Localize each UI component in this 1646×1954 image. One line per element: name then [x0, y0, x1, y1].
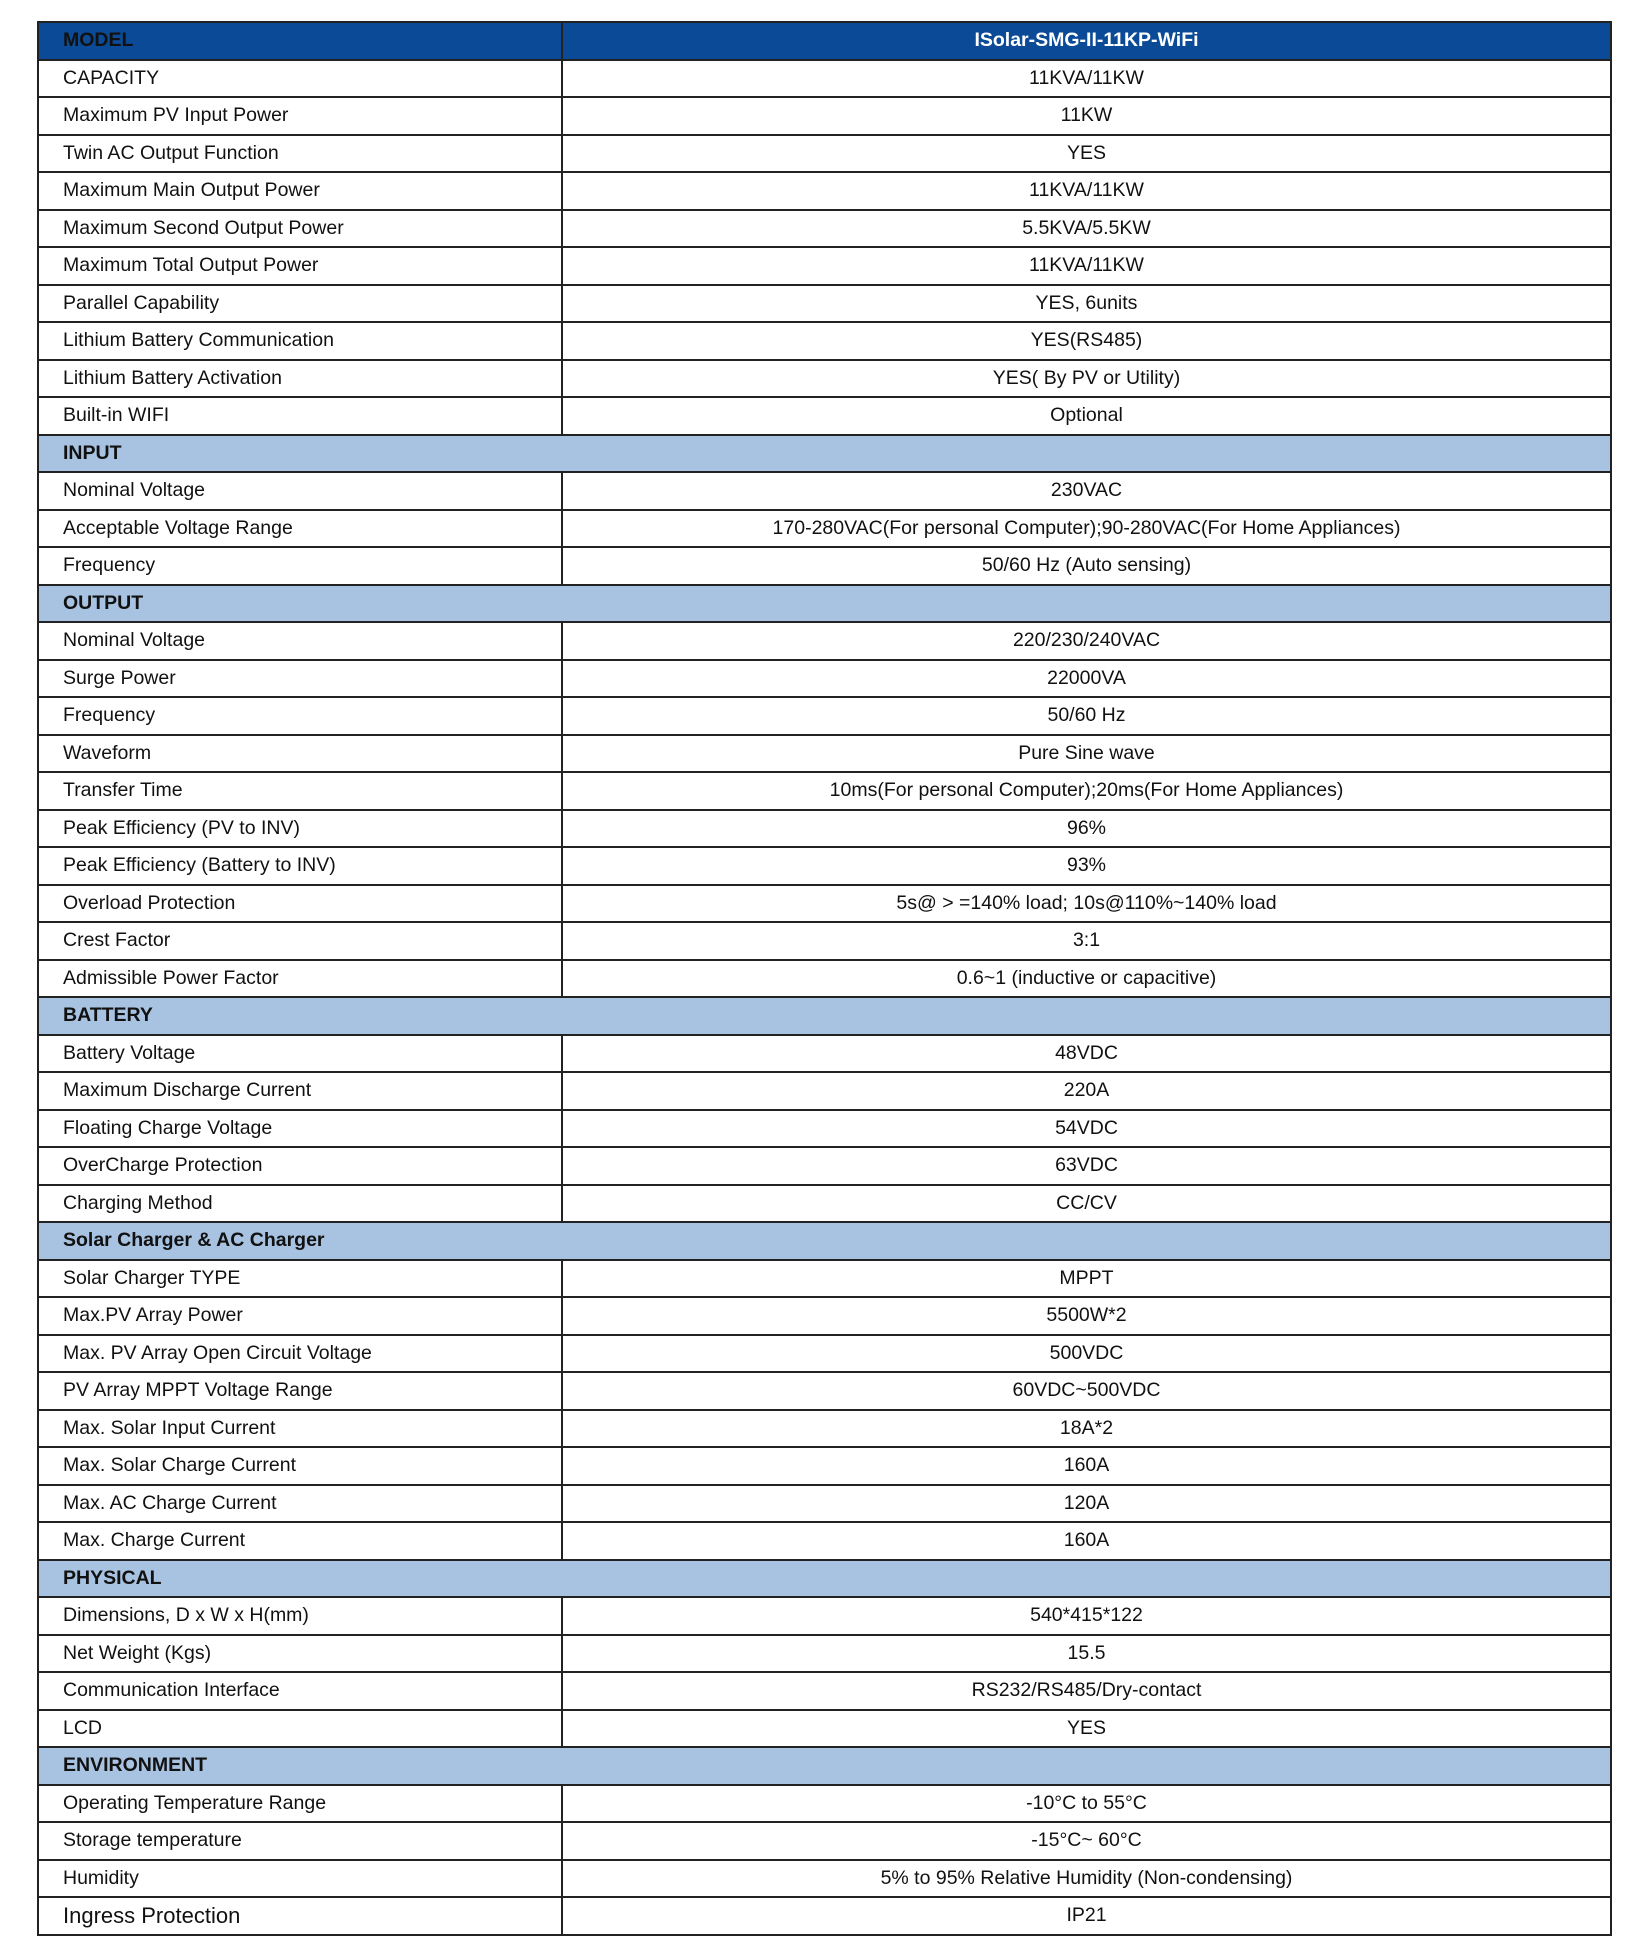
spec-label: Nominal Voltage	[38, 472, 562, 510]
section-title: ENVIRONMENT	[38, 1747, 1611, 1785]
spec-label: Floating Charge Voltage	[38, 1110, 562, 1148]
spec-value: IP21	[562, 1897, 1611, 1935]
spec-value: 540*415*122	[562, 1597, 1611, 1635]
spec-row	[38, 1335, 1611, 1373]
spec-label: Built-in WIFI	[38, 397, 562, 435]
spec-row	[38, 210, 1611, 248]
spec-value: 60VDC~500VDC	[562, 1372, 1611, 1410]
spec-row	[38, 510, 1611, 548]
spec-label: PV Array MPPT Voltage Range	[38, 1372, 562, 1410]
spec-row	[38, 622, 1611, 660]
spec-row	[38, 960, 1611, 998]
spec-row	[38, 697, 1611, 735]
spec-value: 160A	[562, 1522, 1611, 1560]
section-header-row	[38, 435, 1611, 473]
spec-label: Maximum Discharge Current	[38, 1072, 562, 1110]
model-value: ISolar-SMG-II-11KP-WiFi	[562, 22, 1611, 60]
section-header-row	[38, 997, 1611, 1035]
spec-row	[38, 1522, 1611, 1560]
spec-value: 3:1	[562, 922, 1611, 960]
spec-label: Frequency	[38, 697, 562, 735]
spec-row	[38, 247, 1611, 285]
spec-value: 48VDC	[562, 1035, 1611, 1073]
spec-label: Peak Efficiency (Battery to INV)	[38, 847, 562, 885]
spec-label: CAPACITY	[38, 60, 562, 98]
spec-label: Maximum Main Output Power	[38, 172, 562, 210]
spec-label: Operating Temperature Range	[38, 1785, 562, 1823]
spec-label: Solar Charger TYPE	[38, 1260, 562, 1298]
spec-label: Maximum PV Input Power	[38, 97, 562, 135]
spec-row	[38, 285, 1611, 323]
spec-row	[38, 547, 1611, 585]
spec-label: Max. Solar Input Current	[38, 1410, 562, 1448]
spec-row	[38, 1860, 1611, 1898]
spec-row	[38, 847, 1611, 885]
model-row	[38, 22, 1611, 60]
spec-value: 93%	[562, 847, 1611, 885]
spec-label: Crest Factor	[38, 922, 562, 960]
spec-row	[38, 1897, 1611, 1935]
spec-label: Maximum Second Output Power	[38, 210, 562, 248]
spec-row	[38, 885, 1611, 923]
spec-value: 15.5	[562, 1635, 1611, 1673]
section-header-row	[38, 1222, 1611, 1260]
section-header-row	[38, 1560, 1611, 1598]
spec-row	[38, 1110, 1611, 1148]
spec-row	[38, 1260, 1611, 1298]
spec-value: 11KVA/11KW	[562, 247, 1611, 285]
spec-row	[38, 922, 1611, 960]
spec-value: CC/CV	[562, 1185, 1611, 1223]
spec-value: 170-280VAC(For personal Computer);90-280VAC(For Home Appliances)	[562, 510, 1611, 548]
spec-value: YES	[562, 1710, 1611, 1748]
spec-value: 230VAC	[562, 472, 1611, 510]
spec-label: Storage temperature	[38, 1822, 562, 1860]
spec-label: Nominal Voltage	[38, 622, 562, 660]
spec-value: 120A	[562, 1485, 1611, 1523]
spec-row	[38, 1597, 1611, 1635]
spec-value: Pure Sine wave	[562, 735, 1611, 773]
spec-value: YES	[562, 135, 1611, 173]
spec-row	[38, 1672, 1611, 1710]
spec-label: Net Weight (Kgs)	[38, 1635, 562, 1673]
spec-row	[38, 1635, 1611, 1673]
spec-label: Admissible Power Factor	[38, 960, 562, 998]
spec-row	[38, 772, 1611, 810]
spec-label: Dimensions, D x W x H(mm)	[38, 1597, 562, 1635]
spec-value: 50/60 Hz	[562, 697, 1611, 735]
spec-label: LCD	[38, 1710, 562, 1748]
spec-label: Surge Power	[38, 660, 562, 698]
spec-value: 160A	[562, 1447, 1611, 1485]
spec-value: 220A	[562, 1072, 1611, 1110]
spec-row	[38, 1147, 1611, 1185]
spec-label: Transfer Time	[38, 772, 562, 810]
spec-value: -10°C to 55°C	[562, 1785, 1611, 1823]
spec-value: 50/60 Hz (Auto sensing)	[562, 547, 1611, 585]
spec-label: Communication Interface	[38, 1672, 562, 1710]
spec-value: 220/230/240VAC	[562, 622, 1611, 660]
spec-value: 5% to 95% Relative Humidity (Non-condensing)	[562, 1860, 1611, 1898]
spec-value: YES, 6units	[562, 285, 1611, 323]
spec-label: Humidity	[38, 1860, 562, 1898]
spec-value: 0.6~1 (inductive or capacitive)	[562, 960, 1611, 998]
spec-row	[38, 1372, 1611, 1410]
spec-label: Peak Efficiency (PV to INV)	[38, 810, 562, 848]
spec-label: Maximum Total Output Power	[38, 247, 562, 285]
spec-label: Max. Solar Charge Current	[38, 1447, 562, 1485]
spec-value: 63VDC	[562, 1147, 1611, 1185]
spec-value: YES(RS485)	[562, 322, 1611, 360]
spec-value: 11KW	[562, 97, 1611, 135]
spec-label: Waveform	[38, 735, 562, 773]
spec-row	[38, 322, 1611, 360]
spec-value: 96%	[562, 810, 1611, 848]
spec-label: Twin AC Output Function	[38, 135, 562, 173]
spec-value: 54VDC	[562, 1110, 1611, 1148]
spec-row	[38, 1072, 1611, 1110]
spec-row	[38, 1485, 1611, 1523]
spec-table-body	[38, 22, 1611, 1935]
section-title: PHYSICAL	[38, 1560, 1611, 1598]
spec-value: 11KVA/11KW	[562, 172, 1611, 210]
spec-row	[38, 1447, 1611, 1485]
spec-value: 10ms(For personal Computer);20ms(For Home Appliances)	[562, 772, 1611, 810]
spec-row	[38, 1710, 1611, 1748]
section-title: Solar Charger & AC Charger	[38, 1222, 1611, 1260]
spec-value: 18A*2	[562, 1410, 1611, 1448]
spec-row	[38, 735, 1611, 773]
spec-label: Battery Voltage	[38, 1035, 562, 1073]
spec-label: Max. Charge Current	[38, 1522, 562, 1560]
spec-row	[38, 1035, 1611, 1073]
spec-row	[38, 1785, 1611, 1823]
spec-value: YES( By PV or Utility)	[562, 360, 1611, 398]
spec-row	[38, 60, 1611, 98]
spec-label: Frequency	[38, 547, 562, 585]
section-title: INPUT	[38, 435, 1611, 473]
spec-row	[38, 660, 1611, 698]
spec-row	[38, 97, 1611, 135]
spec-row	[38, 135, 1611, 173]
spec-row	[38, 172, 1611, 210]
spec-value: 500VDC	[562, 1335, 1611, 1373]
spec-row	[38, 472, 1611, 510]
spec-row	[38, 397, 1611, 435]
spec-value: 22000VA	[562, 660, 1611, 698]
section-header-row	[38, 1747, 1611, 1785]
spec-value: Optional	[562, 397, 1611, 435]
section-title: BATTERY	[38, 997, 1611, 1035]
spec-label: Lithium Battery Activation	[38, 360, 562, 398]
spec-row	[38, 810, 1611, 848]
spec-value: 5.5KVA/5.5KW	[562, 210, 1611, 248]
spec-label: Overload Protection	[38, 885, 562, 923]
spec-row	[38, 360, 1611, 398]
spec-value: RS232/RS485/Dry-contact	[562, 1672, 1611, 1710]
section-header-row	[38, 585, 1611, 623]
spec-label: Lithium Battery Communication	[38, 322, 562, 360]
spec-row	[38, 1410, 1611, 1448]
spec-label: Max.PV Array Power	[38, 1297, 562, 1335]
spec-table	[37, 21, 1612, 1936]
spec-label: Charging Method	[38, 1185, 562, 1223]
spec-value: -15°C~ 60°C	[562, 1822, 1611, 1860]
spec-row	[38, 1822, 1611, 1860]
spec-row	[38, 1297, 1611, 1335]
spec-label: Ingress Protection	[38, 1897, 562, 1935]
spec-value: 5500W*2	[562, 1297, 1611, 1335]
spec-value: 11KVA/11KW	[562, 60, 1611, 98]
spec-label: Acceptable Voltage Range	[38, 510, 562, 548]
spec-label: Parallel Capability	[38, 285, 562, 323]
spec-label: OverCharge Protection	[38, 1147, 562, 1185]
section-title: OUTPUT	[38, 585, 1611, 623]
spec-value: MPPT	[562, 1260, 1611, 1298]
model-label: MODEL	[38, 22, 562, 60]
spec-label: Max. AC Charge Current	[38, 1485, 562, 1523]
spec-label: Max. PV Array Open Circuit Voltage	[38, 1335, 562, 1373]
spec-row	[38, 1185, 1611, 1223]
spec-value: 5s@ > =140% load; 10s@110%~140% load	[562, 885, 1611, 923]
